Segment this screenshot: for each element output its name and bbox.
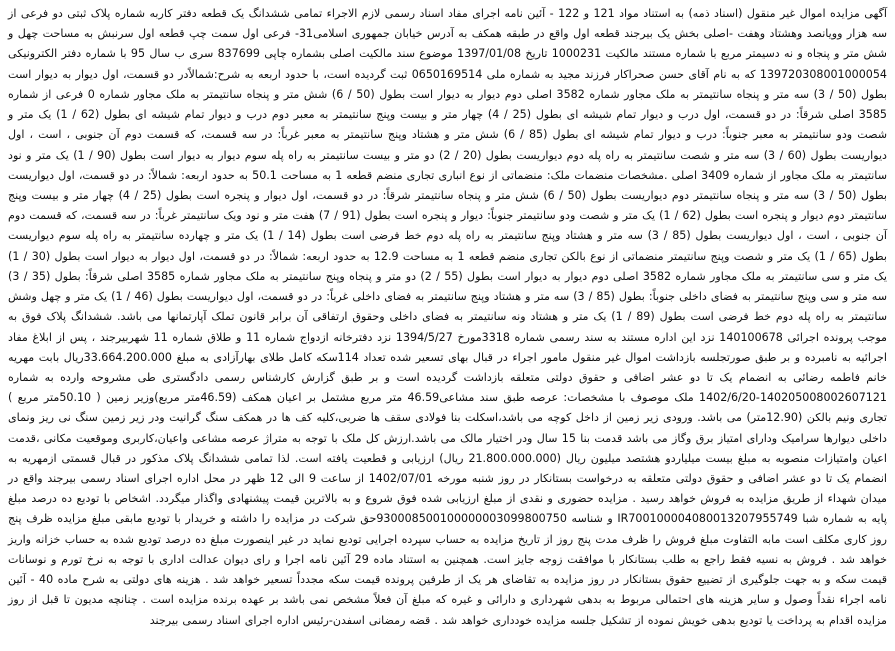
auction-notice-text: آگهی مزایده اموال غیر منقول (اسناد ذمه) به استناد مواد 121 و 122 - آئین نامه اجرای مفاد اسناد رسمی لازم الاجراء تمامی ششدانگ یک قطعه دفتر کاربه شماره پلاک ثبتی دو فرعی از سه هزار وویانصد وهشتاد وهفت -اصلی بخش یک بیرجند قطعه اول واقع در طبقه همکف به آدرس خیابان جمهوری اسلامی31- فرعی اول سمت چپ قطعه اول سرنبش به مساحت چهل و شش متر و پنجاه و نه دسیمتر مربع با شماره مستند مالکیت 1000231 تاریخ 1397/01/08 موضوع سند مالکیت اصلی بشماره چاپی 837699 سری ب سال 95 با شماره دفتر الکترونیکی 139720308001000054 که به نام آقای حسن صحراکار فرزند مجید به شماره ملی 0650169514 ثبت گردیده است، با حدود اربعه به شرح:شمالاًدر دو قسمت، اول دیوار به دیوار است بطول (50 / 3) سه متر و پنجاه سانتیمتر به ملک مجاور شماره 3582 اصلی دوم دیوار به دیوار است بطول (50 / 6) شش متر و پنجاه سانتیمتر به ملک مجاور شماره 0 فرعی از شماره 3585 اصلی شرقاً: در دو قسمت، اول درب و دیوار تمام شیشه ای بطول (25 / 4) چهار متر و بیست وپنج سانتیمتر به معبر دوم درب و دیوار تمام شیشه ای بطول (62 / 1) یک متر و شصت ودو سانتیمتر به معبر جنوباً: درب و دیوار تمام شیشه ای بطول (85 / 6) شش متر و هشتاد وپنج سانتیمتر به معبر غرباً: در سه قسمت، که قسمت دوم آن جنوبی ، است ، اول دیواریست بطول (60 / 3) سه متر و شصت سانتیمتر به راه پله دوم دیواریست بطول (20 / 2) دو متر و بیست سانتیمتر به راه پله سوم دیوار به دیوار است بطول (90 / 1) یک متر و نود سانتیمتر به ملک مجاور از شماره 3409 اصلی .مشخصات منضمات ملک: منضماتی از نوع انباری تجاری منضم قطعه 1 به مساحت 50.1 به حدود اربعه: شمالاً: در دو قسمت، اول دیواریست بطول (50 / 3) سه متر و پنجاه سانتیمتر دوم دیواریست بطول (50 / 6) شش متر و پنجاه سانتیمتر شرقاً: در دو قسمت، اول دیوار و پنجره است بطول (25 / 4) چهار متر و بیست وپنج سانتیمتر دوم دیوار و پنجره است بطول (62 / 1) یک متر و شصت ودو سانتیمتر جنوباً: دیوار و پنجره است بطول (91 / 7) هفت متر و نود ویک سانتیمتر غرباً: در سه قسمت، که قسمت دوم آن جنوبی ، است ، اول دیواریست بطول (85 / 3) سه متر و هشتاد وپنج سانتیمتر به راه پله دوم خط فرضی است بطول (14 / 1) یک متر و چهارده سانتیمتر به راه پله سوم دیواریست بطول (65 / 1) یک متر و شصت وپنج سانتیمتر منضماتی از نوع بالکن تجاری منضم قطعه 1 به مساحت 12.9 به حدود اربعه: شمالاً: در دو قسمت، اول دیوار به دیوار است بطول (30 / 1) یک متر و سی سانتیمتر به ملک مجاور شماره 3582 اصلی دوم دیوار به دیوار است بطول (55 / 2) دو متر و پنجاه وپنج سانتیمتر به ملک مجاور شماره 3585 اصلی شرقاً: بطول (35 / 3) سه متر و سی وپنج سانتیمتر به فضای داخلی جنوباً: بطول (85 / 3) سه متر و هشتاد وپنج سانتیمتر به فضای داخلی غرباً: در دو قسمت، اول دیواریست بطول (46 / 1) یک متر و چهل وشش سانتیمتر به راه پله دوم خط فرضی است بطول (89 / 1) یک متر و هشتاد ونه سانتیمتر به فضای داخلی وحقوق ارتفاقی آن برابر قانون تملک آپارتمانها می باشد. ششدانگ پلاک فوق به موجب پرونده اجرائی 140100678 نزد این اداره مستند به سند رسمی شماره 3318مورخ 1394/5/27 نزد دفترخانه ازدواج شماره 11 و طلاق شماره 11 شهربیرجند ، پس از ابلاغ مفاد اجرائیه به نامبرده و بر طبق صورتجلسه بازداشت اموال غیر منقول مامور اجراء در قبال بهای تسعیر شده تعداد 114سکه کامل طلای بهارآزادی به مبلغ 33.664.200.000ریال بابت مهریه خانم فاطمه رضائی به انضمام یک تا دو عشر اضافی و حقوق دولتی متعلقه بازداشت گردیده است و بر طبق گزارش کارشناس رسمی دادگستری طی مشروحه وارده به شماره 140205008002607121-1402/6/20 ملک موصوف با مشخصات: عرصه طبق سند مشاعی46.59 متر مربع مشتمل بر اعیان همکف (46.59متر مربع)وزیر زمین ( 50.10متر مربع ) تجاری ونیم بالکن (12.90متر) می باشد. ورودی زیر زمین از داخل کوچه می باشد،اسکلت بنا فولادی سقف ها ضربی،کلیه کف ها در همکف سنگ گرانیت ودر زیر زمین سنگ نی ریز ونمای داخلی دیوارها سرامیک ودارای امتیاز برق وگاز می باشد قدمت بنا 15 سال ودر اختیار مالک می باشد.ارزش کل ملک با توجه به متراژ عرصه مشاعی واعیان،کاربری وموقعیت مکانی ،قدمت اعیان وامتیازات منصوبه به مبلغ بیست میلیاردو هشتصد میلیون ریال (21.800.000.000 ریال) ارزیابی و قطعیت یافته است. لذا تمامی ششدانگ پلاک مذکور در قبال قسمتی ازمهریه به انضمام یک تا دو عشر اضافی و حقوق دولتی متعلقه به درخواست بستانکار در روز شنبه مورخه 1402/07/01 از ساعت 9 الی 12 ظهر در محل اداره اجرای اسناد رسمی بیرجند واقع در میدان شهداء از طریق مزایده به فروش خواهد رسید . مزایده حضوری و نقدی از مبلغ ارزیابی شده فوق شروع و به بالاترین قیمت پیشنهادی واگذار میگردد. اشخاص با تودیع ده درصد مبلغ پایه به شماره شبا IR700100004080013207955749 و شناسه 930008500100000003099800750حق شرکت در مزایده را داشته و خریدار با تودیع مابقی مبلغ مزایده ظرف پنج روز کاری مکلف است مابه التفاوت مبلغ فروش را ظرف مدت پنج روز از تاریخ مزایده به حساب سپرده اجرایی تودیع نماید در غیر اینصورت مبلغ ده درصد تودیع شده به حساب خزانه واریز خواهد شد . فروش به نسیه فقط راجع به طلب بستانکار با موافقت زوجه جایز است. همچنین به استناد ماده 29 آئین نامه اجرا و رای دیوان عدالت اداری با توجه به نرخ تورم و نوسانات قیمت سکه و به جهت جلوگیری از تضییع حقوق بستانکار در روز مزایده به تقاضای هر یک از طرفین پرونده قیمت سکه مجدداً تسعیر خواهد شد . هزینه های دولتی به شرح ماده 40 - آئین نامه اجراء نقداً وصول و سایر هزینه های احتمالی مربوط به بدهی شهرداری و دارائی و غیره که مبلغ آن فعلاً مشخص نمی باشد بر عهده برنده مزایده است . چنانچه مدیون تا قبل از روز مزایده اقدام به پرداخت یا تودیع بدهی خویش نموده از تشکیل جلسه مزایده خودداری خواهد شد . قضه رمضانی اسفدن-رئیس اداره اجرای اسناد رسمی بیرجند <box>8 7 888 627</box>
